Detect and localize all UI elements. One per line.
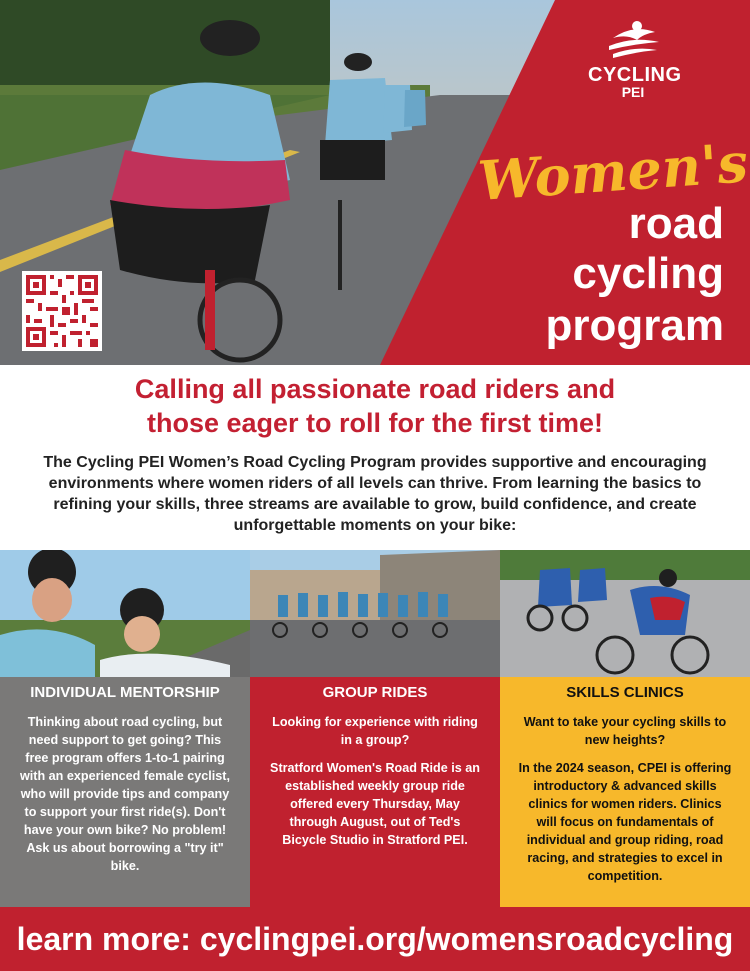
cycling-pei-logo [588, 18, 682, 100]
stream-individual-mentorship [0, 550, 250, 907]
title-program: program [545, 301, 724, 350]
skills-clinics-intro: Want to take your cycling skills to new heights? [523, 715, 727, 747]
skills-clinics-panel [500, 677, 750, 907]
cyclist-logo-icon [603, 18, 663, 58]
mentorship-text: Thinking about road cycling, but need support to get going? This free program offers 1-to-1 pairing with an experienced female cyclist, who will provide tips and company to support your first ride(s). Don't have your own bike? No problem! Ask us about borrowing a "try it" bike. [20, 715, 230, 873]
group-rides-intro: Looking for experience with riding in a group? [272, 715, 478, 747]
mentorship-panel [0, 677, 250, 907]
intro-paragraph: The Cycling PEI Women’s Road Cycling Program provides supportive and encouraging environments where women riders of all levels can thrive. From learning the basics to refining your skills, three streams are available to grow, build confidence, and create unforgettable moments on your bike: [43, 454, 707, 534]
headline-line-2: those eager to roll for the first time! [146, 408, 604, 438]
group-rides-panel [250, 677, 500, 907]
headline-line-1: Calling all passionate road riders and [134, 374, 616, 404]
qr-code[interactable] [22, 271, 102, 351]
group-rides-title: GROUP RIDES [322, 684, 428, 701]
mentorship-photo [0, 550, 250, 677]
learn-more-link[interactable]: learn more: cyclingpei.org/womensroadcycling [16, 921, 734, 957]
stream-group-rides [250, 550, 500, 907]
group-rides-photo [250, 550, 500, 677]
skills-clinics-text: In the 2024 season, CPEI is offering introductory & advanced skills clinics for women riders. Clinics will focus on fundamentals of individual and group riding, road racing, and strategies to excel in competition. [518, 761, 732, 883]
footer-banner [0, 907, 750, 971]
mentorship-title: INDIVIDUAL MENTORSHIP [30, 684, 220, 701]
title-womens: Women's [476, 130, 750, 213]
group-rides-text: Stratford Women's Road Ride is an established weekly group ride offered every Thursday, May through August, out of Ted's Bicycle Studio in Stratford PEI. [270, 761, 480, 847]
headline [0, 372, 750, 440]
stream-skills-clinics [500, 550, 750, 907]
logo-word-pei: PEI [621, 84, 645, 100]
skills-clinics-photo [500, 550, 750, 677]
title-road: road [628, 199, 724, 248]
skills-clinics-title: SKILLS CLINICS [566, 684, 684, 701]
logo-word-cycling: CYCLING [588, 64, 682, 86]
hero-banner [0, 0, 750, 365]
title-cycling: cycling [572, 249, 724, 298]
